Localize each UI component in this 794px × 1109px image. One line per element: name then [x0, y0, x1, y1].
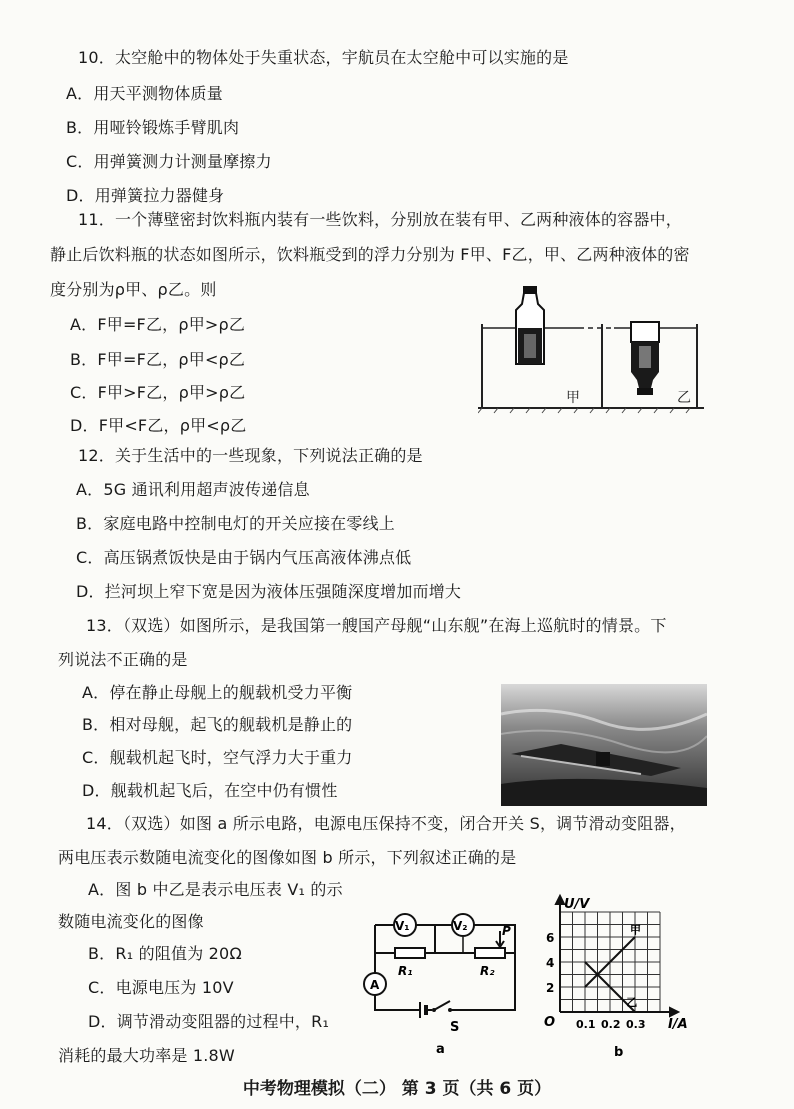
x-tick-label: 0.2 — [601, 1018, 621, 1031]
voltmeter-v1 — [394, 914, 416, 936]
q11-option-d: D．F甲<F乙，ρ甲<ρ乙 — [70, 416, 247, 435]
q14-option-d-line1: D．调节滑动变阻器的过程中，R₁ — [88, 1012, 330, 1031]
container-label-jia: 甲 — [566, 390, 580, 406]
q12-option-d: D．拦河坝上窄下宽是因为液体压强随深度增加而增大 — [76, 582, 462, 601]
series-label-jia: 甲 — [630, 923, 641, 937]
label-r2: R₂ — [480, 964, 495, 978]
q13-option-c: C．舰载机起飞时，空气浮力大于重力 — [82, 748, 353, 767]
y-tick-label: 2 — [546, 981, 555, 995]
q13-option-b: B．相对母舰，起飞的舰载机是静止的 — [82, 715, 353, 734]
caption-a: a — [436, 1042, 445, 1055]
q14-option-d-line2: 消耗的最大功率是 1.8W — [58, 1046, 235, 1065]
q10-option-a: A．用天平测物体质量 — [66, 84, 223, 103]
q10-option-d: D．用弹簧拉力器健身 — [66, 186, 225, 205]
battery-icon — [420, 1002, 426, 1018]
container-label-yi: 乙 — [677, 390, 691, 406]
circuit-figure-a — [350, 905, 530, 1055]
q12-stem: 12．关于生活中的一些现象，下列说法正确的是 — [78, 446, 423, 465]
caption-b: b — [614, 1045, 624, 1056]
svg-text:A: A — [370, 978, 380, 992]
bottle-upright — [516, 286, 544, 364]
q12-option-b: B．家庭电路中控制电灯的开关应接在零线上 — [76, 514, 395, 533]
q11-option-b: B．F甲=F乙，ρ甲<ρ乙 — [70, 350, 246, 369]
y-tick-label: 6 — [546, 931, 555, 945]
q14-option-a-line2: 数随电流变化的图像 — [58, 912, 204, 931]
q14-stem-line1: 14．（双选）如图 a 所示电路，电源电压保持不变，闭合开关 S，调节滑动变阻器， — [86, 814, 686, 833]
q11-stem-line3: 度分别为ρ甲、ρ乙。则 — [50, 280, 217, 299]
q11-option-a: A．F甲=F乙，ρ甲>ρ乙 — [70, 315, 246, 334]
voltmeter-v2 — [452, 914, 474, 936]
q12-option-a: A．5G 通讯利用超声波传递信息 — [76, 480, 310, 499]
q10-stem: 10．太空舱中的物体处于失重状态，宇航员在太空舱中可以实施的是 — [78, 48, 569, 67]
q13-stem-line1: 13．（双选）如图所示，是我国第一艘国产母舰“山东舰”在海上巡航时的情景。下 — [86, 616, 667, 635]
series-label-yi: 乙 — [626, 995, 638, 1009]
label-s: S — [450, 1020, 460, 1035]
graph-figure-b — [538, 884, 708, 1056]
graph-ylabel: U/V — [564, 897, 590, 912]
q13-stem-line2: 列说法不正确的是 — [58, 650, 188, 669]
q14-option-c: C．电源电压为 10V — [88, 978, 234, 997]
q14-option-b: B．R₁ 的阻值为 20Ω — [88, 944, 242, 963]
q10-option-b: B．用哑铃锻炼手臂肌肉 — [66, 118, 240, 137]
y-tick-label: 4 — [546, 956, 555, 970]
q12-option-c: C．高压锅煮饭快是由于锅内气压高液体沸点低 — [76, 548, 412, 567]
svg-text:V₂: V₂ — [453, 919, 468, 933]
x-tick-label: 0.3 — [626, 1018, 646, 1031]
graph-xlabel: I/A — [668, 1017, 688, 1032]
page-footer: 中考物理模拟（二） 第 3 页（共 6 页） — [242, 1079, 552, 1099]
label-r1: R₁ — [398, 964, 413, 978]
q11-option-c: C．F甲>F乙，ρ甲>ρ乙 — [70, 383, 246, 402]
q11-stem-line2: 静止后饮料瓶的状态如图所示，饮料瓶受到的浮力分别为 F甲、F乙，甲、乙两种液体的密 — [50, 245, 690, 264]
svg-text:V₁: V₁ — [395, 919, 410, 933]
graph-origin: O — [544, 1015, 556, 1030]
switch-icon — [432, 1001, 452, 1012]
rheostat-r2 — [475, 948, 505, 958]
aircraft-carrier-photo — [501, 684, 707, 806]
bottle-containers-figure — [478, 284, 708, 414]
q13-option-a: A．停在静止母舰上的舰载机受力平衡 — [82, 683, 353, 702]
q10-option-c: C．用弹簧测力计测量摩擦力 — [66, 152, 272, 171]
resistor-r1 — [395, 948, 425, 958]
q11-stem-line1: 11．一个薄壁密封饮料瓶内装有一些饮料，分别放在装有甲、乙两种液体的容器中， — [78, 210, 682, 229]
label-p: P — [502, 924, 511, 938]
x-tick-label: 0.1 — [576, 1018, 596, 1031]
ammeter — [364, 973, 386, 995]
bottle-inverted — [631, 322, 659, 395]
q13-option-d: D．舰载机起飞后，在空中仍有惯性 — [82, 781, 338, 800]
q14-stem-line2: 两电压表示数随电流变化的图像如图 b 所示，下列叙述正确的是 — [58, 848, 517, 867]
q14-option-a-line1: A．图 b 中乙是表示电压表 V₁ 的示 — [88, 880, 343, 899]
